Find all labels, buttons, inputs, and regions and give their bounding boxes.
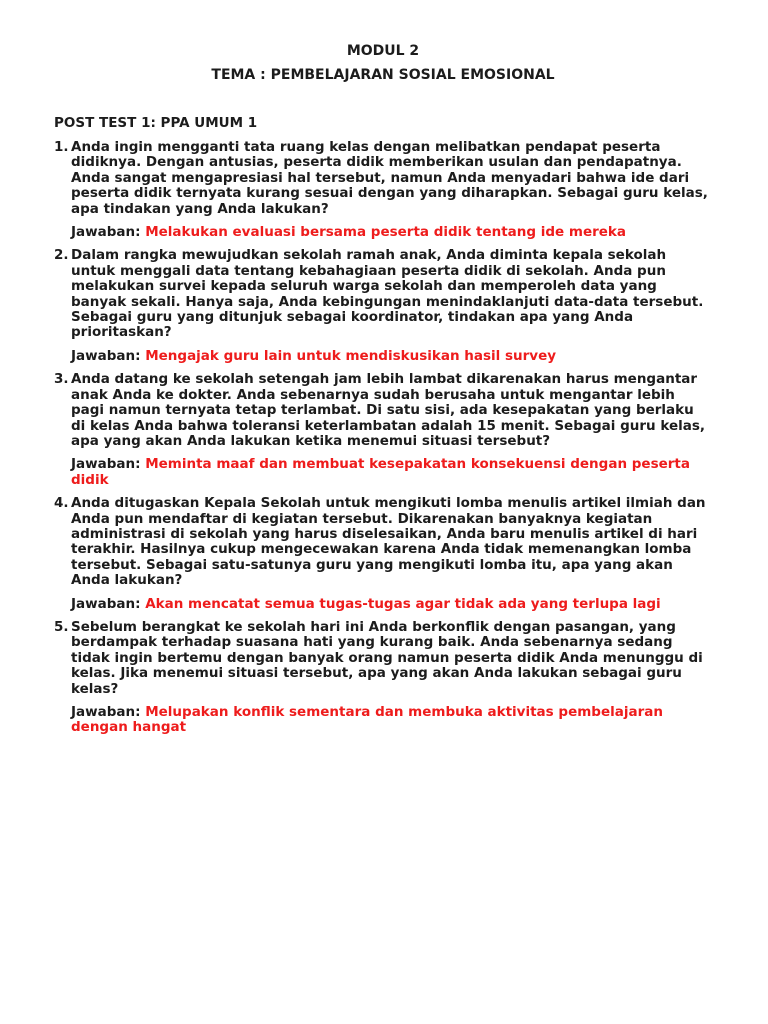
answer-label: Jawaban: <box>71 456 146 473</box>
question-item-4 <box>54 496 712 612</box>
module-theme: TEMA : PEMBELAJARAN SOSIAL EMOSIONAL <box>211 67 555 83</box>
answer-line <box>71 349 712 364</box>
question-text: Dalam rangka mewujudkan sekolah ramah anak, Anda diminta kepala sekolah untuk menggali data tentang kebahagiaan peserta didik di sekolah. Anda pun melakukan survei kepada seluruh warga sekolah dan memperoleh data yang banyak sekali. Hanya saja, Anda kebingungan menindaklanjuti data-data tersebut. Sebagai guru yang ditunjuk sebagai koordinator, tindakan apa yang Anda prioritaskan? <box>71 247 704 341</box>
answer-line <box>71 705 712 736</box>
question-number: 4. <box>54 495 69 512</box>
answer-text: Akan mencatat semua tugas-tugas agar tidak ada yang terlupa lagi <box>145 595 661 612</box>
question-number: 5. <box>54 618 69 635</box>
answer-line <box>71 457 712 488</box>
question-body <box>71 372 712 488</box>
answer-line <box>71 225 712 240</box>
question-body <box>71 496 712 612</box>
answer-text: Meminta maaf dan membuat kesepakatan konsekuensi dengan peserta didik <box>71 456 690 488</box>
question-item-3 <box>54 372 712 488</box>
answer-label: Jawaban: <box>71 704 146 720</box>
question-text: Sebelum berangkat ke sekolah hari ini Anda berkonflik dengan pasangan, yang berdampak terhadap suasana hati yang kurang baik. Anda sebenarnya sedang tidak ingin bertemu dengan banyak orang namun peserta didik Anda menunggu di kelas. Jika menemui situasi tersebut, apa yang akan Anda lakukan sebagai guru kelas? <box>71 618 703 697</box>
answer-line <box>71 597 712 612</box>
answer-text: Melupakan konflik sementara dan membuka aktivitas pembelajaran dengan hangat <box>71 704 663 736</box>
answer-text: Mengajak guru lain untuk mendiskusikan hasil survey <box>145 347 557 364</box>
section-title: POST TEST 1: PPA UMUM 1 <box>54 115 258 131</box>
answer-label: Jawaban: <box>71 595 146 612</box>
question-number: 2. <box>54 247 69 264</box>
question-body <box>71 140 712 240</box>
question-list <box>54 140 712 736</box>
answer-label: Jawaban: <box>71 224 146 241</box>
question-item-1 <box>54 140 712 240</box>
answer-text: Melakukan evaluasi bersama peserta didik tentang ide mereka <box>145 224 627 241</box>
question-number: 3. <box>54 371 69 388</box>
question-number: 1. <box>54 139 69 155</box>
answer-label: Jawaban: <box>71 347 146 364</box>
question-body <box>71 248 712 364</box>
module-title: MODUL 2 <box>346 43 420 59</box>
question-text: Anda ditugaskan Kepala Sekolah untuk mengikuti lomba menulis artikel ilmiah dan Anda pun mendaftar di kegiatan tersebut. Dikarenakan banyaknya kegiatan administrasi di sekolah yang harus diselesaikan, Anda baru menulis artikel di hari terakhir. Hasilnya cukup mengecewakan karena Anda tidak memenangkan lomba tersebut. Sebagai satu-satunya guru yang mengikuti lomba itu, apa yang akan Anda lakukan? <box>71 495 706 589</box>
question-text: Anda datang ke sekolah setengah jam lebih lambat dikarenakan harus mengantar anak Anda ke dokter. Anda sebenarnya sudah berusaha untuk mengantar lebih pagi namun ternyata tetap terlambat. Di satu sisi, ada kesepakatan yang berlaku di kelas Anda bahwa toleransi keterlambatan adalah 15 menit. Sebagai guru kelas, apa yang akan Anda lakukan ketika menemui situasi tersebut? <box>71 371 706 449</box>
question-body <box>71 620 712 736</box>
question-item-5 <box>54 620 712 736</box>
question-text: Anda ingin mengganti tata ruang kelas dengan melibatkan pendapat peserta didiknya. Dengan antusias, peserta didik memberikan usulan dan pendapatnya. Anda sangat mengapresiasi hal tersebut, namun Anda menyadari bahwa ide dari peserta didik ternyata kurang sesuai dengan yang diharapkan. Sebagai guru kelas, apa tindakan yang Anda lakukan? <box>71 139 708 217</box>
question-item-2 <box>54 248 712 364</box>
